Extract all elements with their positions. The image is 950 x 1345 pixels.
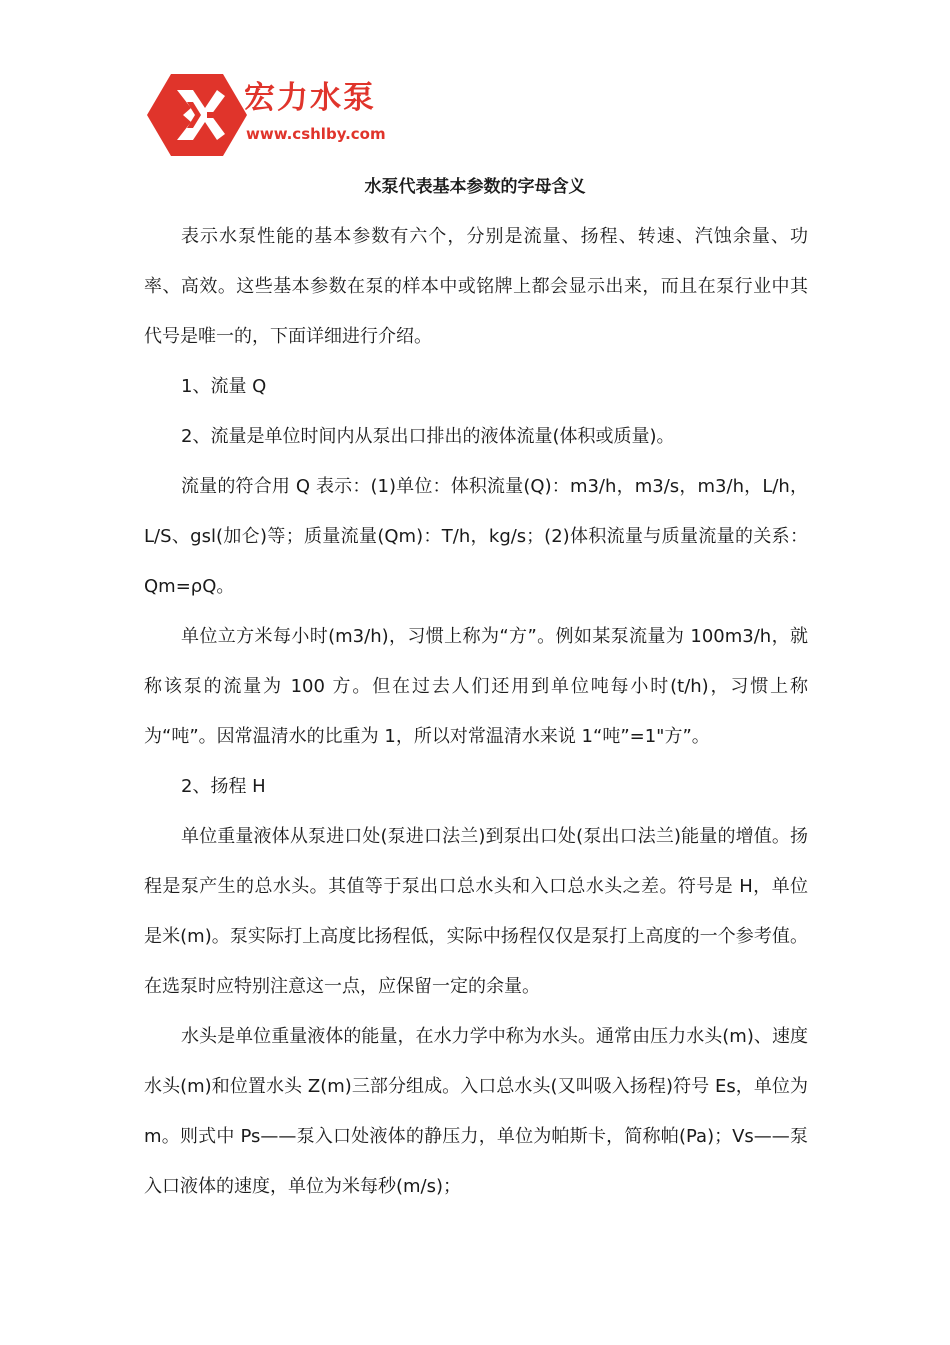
document-body	[144, 212, 808, 1212]
document-title: 水泵代表基本参数的字母含义	[364, 177, 586, 197]
paragraph: 2、流量是单位时间内从泵出口排出的液体流量(体积或质量)。	[181, 426, 675, 447]
paragraph: 1、流量 Q	[181, 376, 267, 397]
paragraph: 单位重量液体从泵进口处(泵进口法兰)到泵出口处(泵出口法兰)能量的增值。扬程是泵产生的总水头。其值等于泵出口总水头和入口总水头之差。符号是 H，单位是米(m)。泵实际打上高度比扬程低，实际中扬程仅仅是泵打上高度的一个参考值。在选泵时应特别注意这一点，应保留一定的余量。	[144, 826, 808, 997]
brand-name: 宏力水泵	[244, 80, 376, 116]
red-hexagon-logo-icon	[147, 72, 247, 158]
paragraph: 单位立方米每小时(m3/h)，习惯上称为“方”。例如某泵流量为 100m3/h，就称该泵的流量为 100 方。但在过去人们还用到单位吨每小时(t/h)，习惯上称为“吨”。因常温清水的比重为 1，所以对常温清水来说 1“吨”=1"方”。	[144, 626, 808, 747]
paragraph: 水头是单位重量液体的能量，在水力学中称为水头。通常由压力水头(m)、速度水头(m)和位置水头 Z(m)三部分组成。入口总水头(又叫吸入扬程)符号 Es，单位为 m。则式中 Ps——泵入口处液体的静压力，单位为帕斯卡，简称帕(Pa)；Vs——泵入口液体的速度，单位为米每秒(m/s)；	[144, 1026, 808, 1197]
paragraph: 表示水泵性能的基本参数有六个，分别是流量、扬程、转速、汽蚀余量、功率、高效。这些基本参数在泵的样本中或铭牌上都会显示出来，而且在泵行业中其代号是唯一的，下面详细进行介绍。	[144, 226, 808, 347]
brand-url: www.cshlby.com	[246, 125, 386, 143]
paragraph: 2、扬程 H	[181, 776, 266, 797]
paragraph: 流量的符合用 Q 表示：(1)单位：体积流量(Q)：m3/h，m3/s，m3/h，L/h，L/S、gsl(加仑)等；质量流量(Qm)：T/h，kg/s；(2)体积流量与质量流量的关系：Qm=ρQ。	[144, 476, 808, 597]
